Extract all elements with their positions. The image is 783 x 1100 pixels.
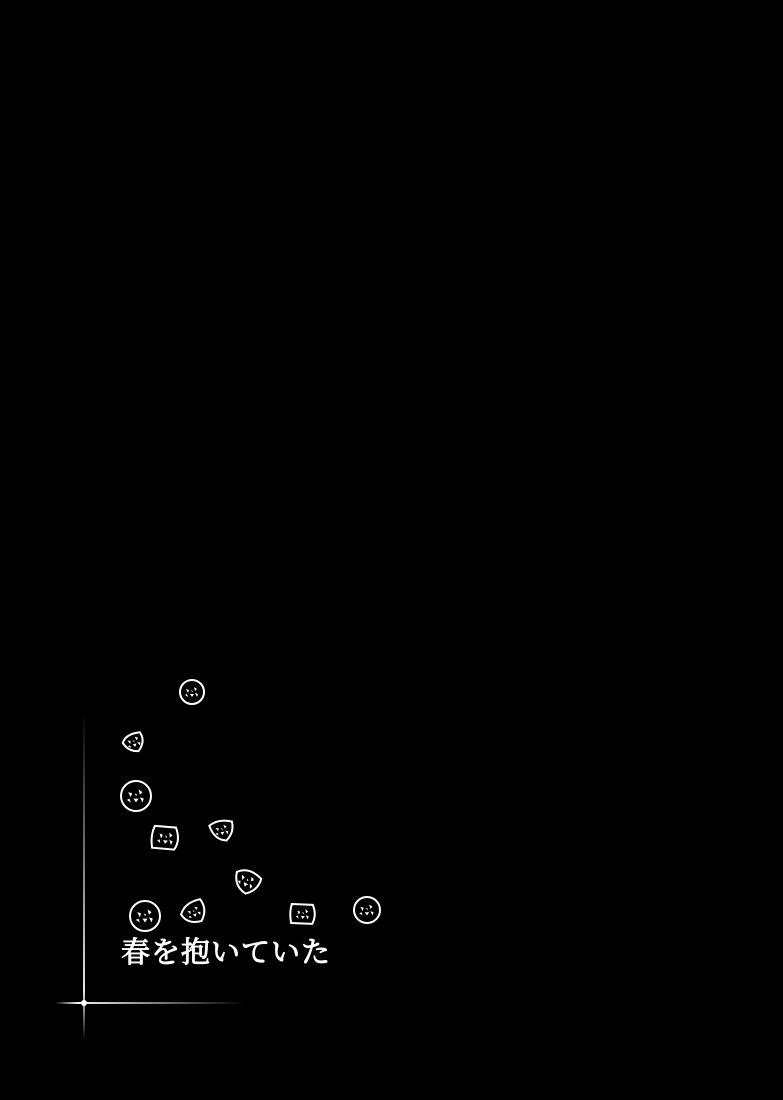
cherry-blossom-petal-icon bbox=[121, 781, 151, 811]
cherry-blossom-petal-icon bbox=[180, 680, 204, 704]
page-title: 春を抱いていた bbox=[121, 935, 332, 969]
cherry-blossom-petal-icon bbox=[289, 903, 315, 925]
cherry-blossom-petal-icon bbox=[130, 901, 160, 931]
cherry-blossom-petal-icon bbox=[209, 819, 235, 842]
cherry-blossom-petal-icon bbox=[121, 732, 145, 755]
cherry-blossom-petal-icon bbox=[230, 866, 262, 897]
cherry-blossom-petal-icon bbox=[150, 824, 180, 852]
cherry-blossom-petal-icon bbox=[178, 898, 208, 926]
cherry-blossom-petal-icon bbox=[354, 897, 380, 923]
